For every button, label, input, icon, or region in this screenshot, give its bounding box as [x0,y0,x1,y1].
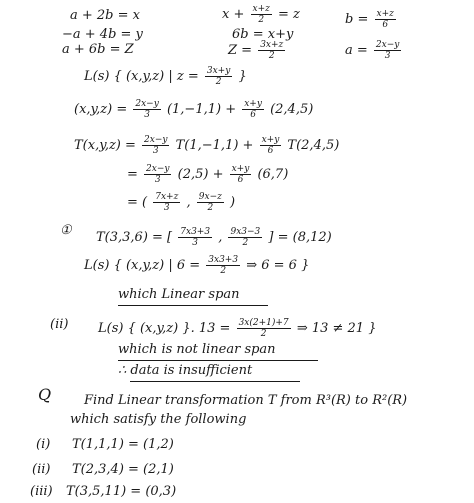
linear-span-definition [84,66,247,87]
eq-text: T(2,4,5) [287,138,340,153]
numerator: 2x−y [375,40,400,50]
fraction [230,164,252,185]
eq-text: ⇒ 13 ≠ 21 } [296,321,377,336]
eq-text: Z = [228,43,253,58]
numerator: 7x+z [155,192,179,202]
eq-text: b = [345,12,369,27]
eq-text: T(x,y,z) = [74,138,136,153]
fraction [242,99,264,120]
equation-z-equals [228,40,287,61]
fraction [197,192,224,213]
fraction [228,227,262,248]
fraction [133,99,160,120]
equation-a-plus-6b: a + 6b = Z [62,42,134,57]
fraction [205,66,232,87]
fraction [153,192,180,213]
vector-decomposition [74,99,313,120]
equation-x-plus-frac [222,4,300,25]
transformation-decomposition [74,135,339,156]
eq-text: L(s) { (x,y,z) | 6 = [84,258,201,273]
eq-text: ⇒ 6 = 6 } [246,258,310,273]
equation-minus-a-plus-4b: −a + 4b = y [62,27,143,42]
denominator: 3 [152,146,159,156]
fraction [142,135,169,156]
denominator: 2 [268,51,275,61]
condition-3: T(3,5,11) = (0,3) [66,484,177,499]
numerator: 2x−y [146,164,170,174]
fraction [258,40,285,61]
denominator: 2 [215,77,222,87]
linear-span-check-2 [98,318,376,339]
denominator: 6 [382,20,389,30]
equation-a-plus-2b: a + 2b = x [70,8,140,23]
condition-1: T(1,1,1) = (1,2) [72,437,174,452]
denominator: 6 [267,146,274,156]
numerator: x+y [231,164,250,174]
fraction [374,40,401,61]
eq-text: L(s) { (x,y,z) | z = [84,69,199,84]
numerator: 7x3+3 [180,227,211,237]
denominator: 3 [384,51,391,61]
numerator: x+y [244,99,262,109]
item-label-ii: (ii) [32,462,51,477]
denominator: 3 [154,175,161,185]
eq-text: ) [230,195,236,210]
fraction [178,227,212,248]
numerator: x+z [376,9,394,19]
item-label-2: (ii) [50,317,69,332]
equation-a-equals [345,40,403,61]
eq-text: (1,−1,1) + [166,102,237,117]
denominator: 2 [258,15,265,25]
data-insufficient: ∴ data is insufficient [118,363,253,378]
underline [118,301,268,306]
eq-text: , [186,195,191,210]
transformation-substitution [127,164,288,185]
equation-6b: 6b = x+y [232,27,294,42]
which-linear-span: which Linear span [118,287,240,302]
eq-text: (2,4,5) [270,102,314,117]
numerator: 9x3−3 [230,227,261,237]
underline [118,356,318,361]
item-label-1: ① [60,223,72,238]
denominator: 6 [237,175,244,185]
eq-text: x + [222,7,245,22]
eq-text: = ( [127,195,148,210]
eq-text: (2,5) + [177,167,224,182]
denominator: 3 [192,238,199,248]
which-not-linear-span: which is not linear span [118,342,276,357]
numerator: 3x3+3 [208,255,239,265]
fraction [260,135,282,156]
underline [130,377,300,382]
denominator: 2 [260,329,267,339]
denominator: 6 [250,110,256,120]
question-statement-2: which satisfy the following [70,412,247,427]
eq-text: = [127,167,138,182]
numerator: 9x−z [198,192,222,202]
item-label-i: (i) [36,437,51,452]
numerator: x+z [252,4,270,14]
eq-text: T(1,−1,1) + [175,138,254,153]
eq-text: (x,y,z) = [74,102,128,117]
condition-2: T(2,3,4) = (2,1) [72,462,174,477]
eq-text: , [218,230,223,245]
numerator: 2x−y [144,135,168,145]
numerator: 2x−y [135,99,159,109]
denominator: 3 [144,110,150,120]
evaluation-t-336 [96,227,332,248]
question-label: Q [38,385,52,404]
fraction [144,164,171,185]
numerator: 3x(2+1)+7 [238,318,289,328]
eq-text: a = [345,43,368,58]
eq-text: } [238,69,247,84]
fraction [206,255,240,276]
eq-text: = z [278,7,300,22]
numerator: 3x+z [260,40,284,50]
transformation-result [127,192,235,213]
eq-text: ] = (8,12) [268,230,332,245]
question-statement: Find Linear transformation T from R³(R) to R²(R) [84,393,408,408]
denominator: 2 [220,266,227,276]
numerator: 3x+y [206,66,231,76]
numerator: x+y [261,135,280,145]
linear-span-check-1 [84,255,309,276]
equation-b-equals [345,9,398,30]
fraction [375,9,396,30]
eq-text: L(s) { (x,y,z) }. 13 = [98,321,231,336]
eq-text: T(3,3,6) = [ [96,230,173,245]
denominator: 2 [207,203,214,213]
denominator: 2 [242,238,249,248]
item-label-iii: (iii) [30,484,53,499]
eq-text: (6,7) [257,167,289,182]
fraction [251,4,272,25]
fraction [237,318,291,339]
denominator: 3 [163,203,170,213]
